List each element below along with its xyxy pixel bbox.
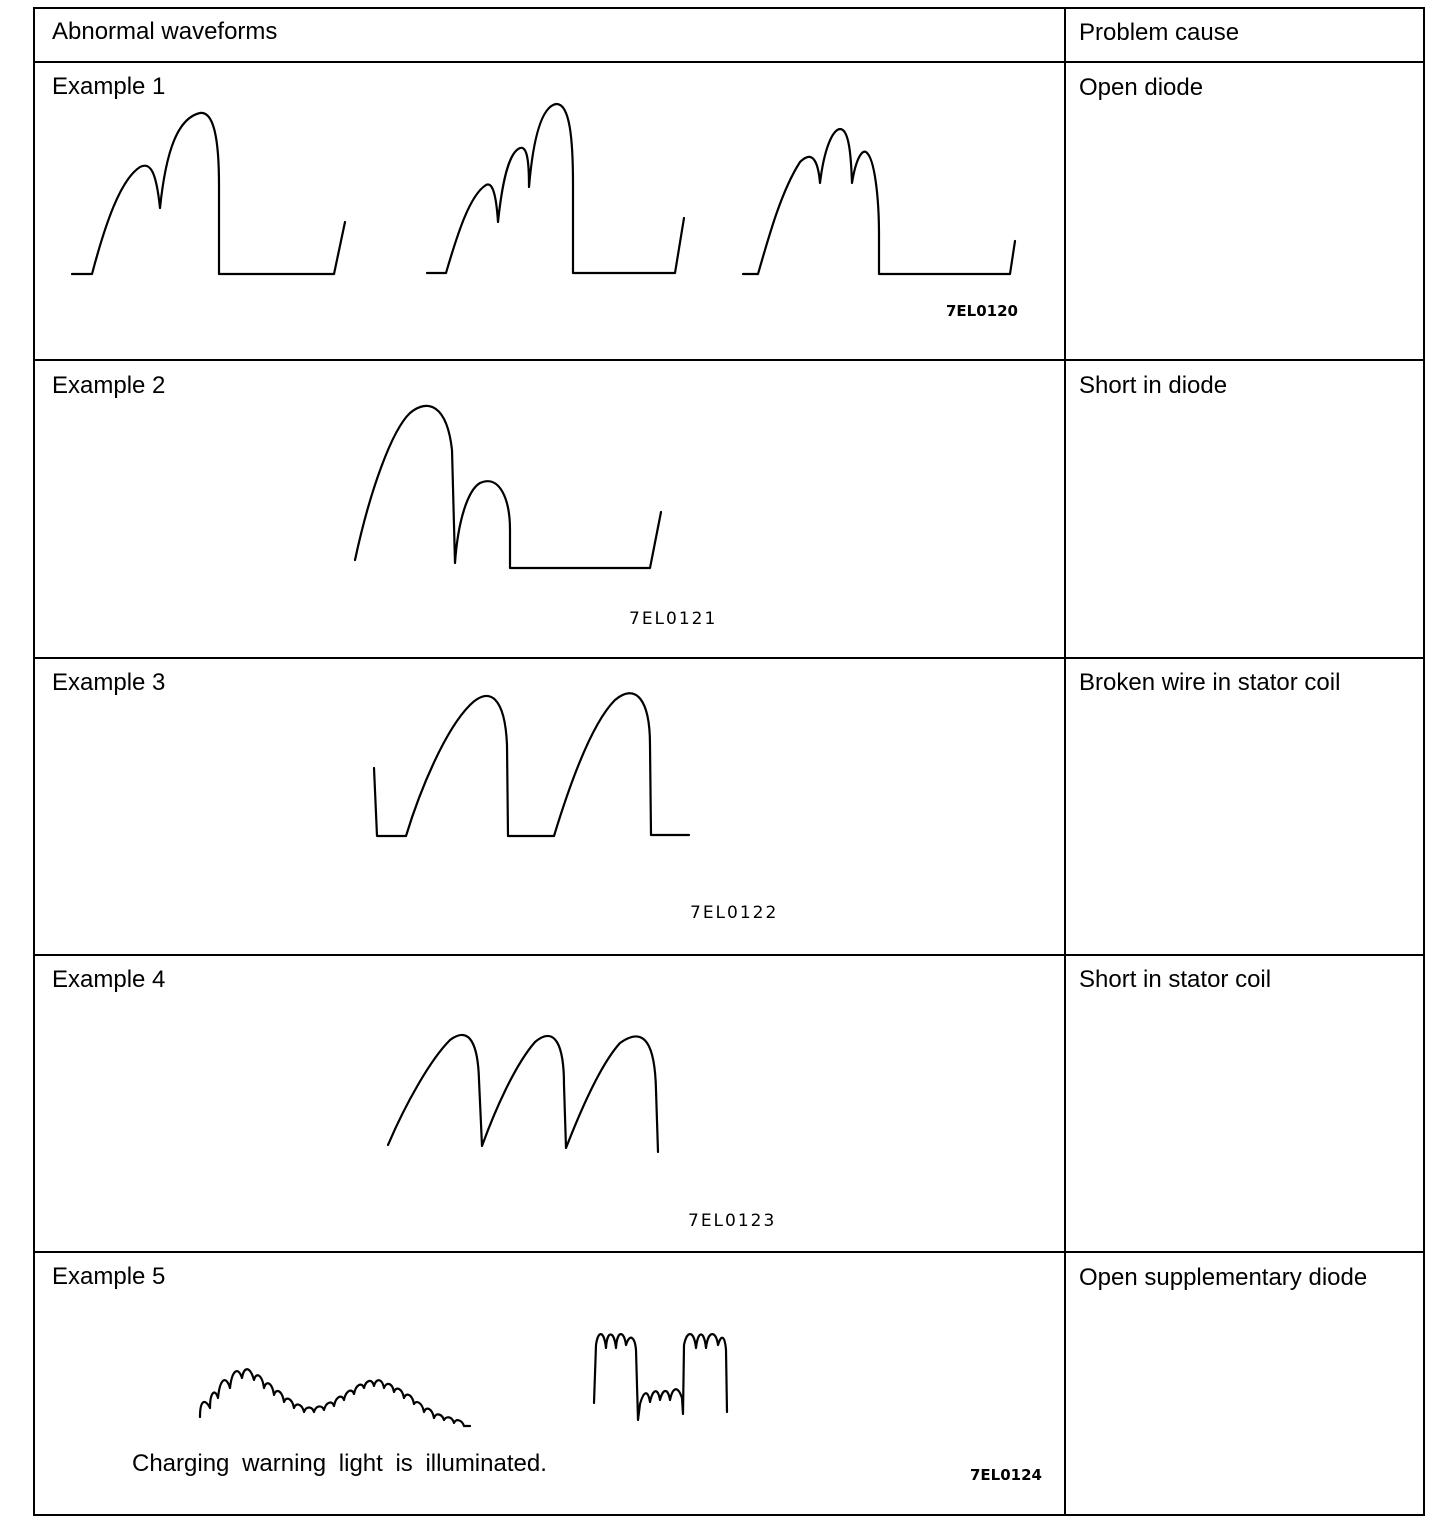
figure-id-2: 7EL0121 bbox=[629, 609, 718, 629]
header-abnormal-waveforms: Abnormal waveforms bbox=[52, 18, 278, 45]
cause-open-diode: Open diode bbox=[1079, 74, 1204, 101]
example-3-waveform bbox=[374, 693, 689, 836]
example-1-label: Example 1 bbox=[52, 73, 166, 100]
cause-short-in-diode: Short in diode bbox=[1079, 372, 1228, 399]
example-1-waveform-b bbox=[427, 104, 684, 273]
example-2-label: Example 2 bbox=[52, 372, 166, 399]
figure-id-4: 7EL0123 bbox=[688, 1211, 777, 1231]
example-2-waveform bbox=[355, 406, 661, 568]
example-1-waveform-c bbox=[743, 129, 1015, 274]
example-5-waveform-left bbox=[200, 1369, 470, 1426]
example-3-label: Example 3 bbox=[52, 669, 166, 696]
example-4-waveform bbox=[388, 1035, 658, 1152]
figure-id-1: 7EL0120 bbox=[946, 302, 1018, 320]
example-1-waveform-a bbox=[72, 113, 345, 274]
example-5-label: Example 5 bbox=[52, 1263, 166, 1290]
cause-open-supplementary-diode: Open supplementary diode bbox=[1079, 1264, 1368, 1291]
warning-light-note: Charging warning light is illuminated. bbox=[132, 1450, 547, 1477]
cause-broken-wire-stator: Broken wire in stator coil bbox=[1079, 669, 1341, 696]
header-problem-cause: Problem cause bbox=[1079, 19, 1240, 46]
cause-short-stator: Short in stator coil bbox=[1079, 966, 1272, 993]
example-5-waveform-right bbox=[594, 1334, 727, 1420]
figure-id-5: 7EL0124 bbox=[970, 1466, 1042, 1484]
figure-id-3: 7EL0122 bbox=[690, 903, 779, 923]
example-4-label: Example 4 bbox=[52, 966, 166, 993]
